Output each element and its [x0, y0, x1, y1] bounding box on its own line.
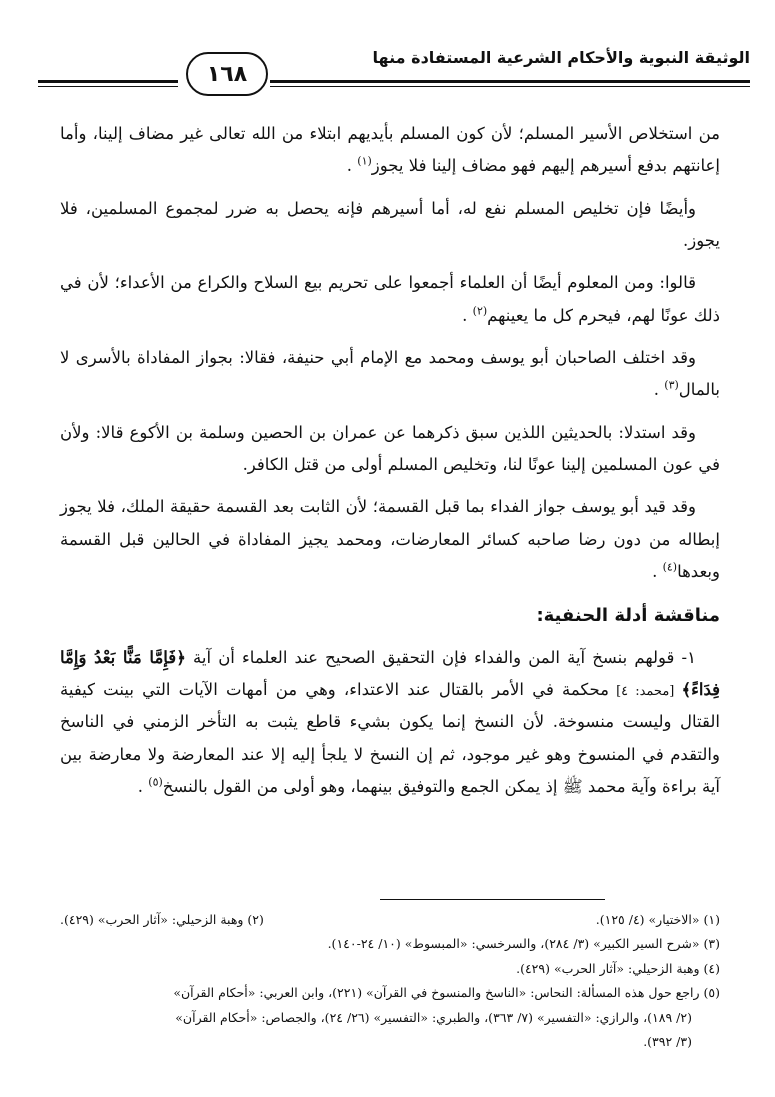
footnote-1: (١) «الاختيار» (٤/ ١٢٥).: [595, 912, 720, 927]
header-rule-left-thin: [38, 86, 178, 87]
paragraph-7: ١- قولهم بنسخ آية المن والفداء فإن التحقيق الصحيح عند العلماء أن آية ﴿فَإِمَّا مَنًّا بَعْدُ وَإِمَّا فِدَاءً﴾ [محمد: ٤] محكمة في الأمر بالقتال عند الاعتداء، وهي من أمهات الآيات التي بينت كيفية القتال وليست منسوخة. لأن النسخ إنما يكون بشيء قاطع يثبت به التأخر الزمني في الناسخ والتقدم في المنسوخ وهو غير موجود، ثم إن النسخ لا يلجأ إليه إلا عند المعارضة ولا معارضة بين آية براءة وآية محمد ﷺ إذ يمكن الجمع والتوفيق بينهما، وهو أولى من القول بالنسخ$^{(٥)}$ .: [60, 647, 720, 796]
footnote-ref-5[interactable]: (٥): [148, 775, 163, 789]
main-text: [60, 118, 720, 813]
footnote-separator: [380, 899, 605, 900]
footnote-5-cont-2: (٣/ ٣٩٢).: [643, 1033, 692, 1049]
header-rule-thin: [270, 86, 750, 87]
running-header-title: الوثيقة النبوية والأحكام الشرعية المستفادة منها: [372, 48, 750, 67]
verse-citation: [محمد: ٤]: [609, 683, 682, 699]
running-header: [38, 46, 750, 98]
section-heading: مناقشة أدلة الحنفية:: [536, 605, 720, 627]
footnote-ref-4[interactable]: (٤): [662, 560, 678, 574]
quran-verse: ﴿فَإِمَّا مَنًّا بَعْدُ وَإِمَّا فِدَاءً﴾: [60, 647, 720, 699]
header-rule-left-thick: [38, 80, 178, 83]
footnote-3: (٣) «شرح السير الكبير» (٣/ ٢٨٤)، والسرخسي: «المبسوط» (١٠/ ٢٤-١٤٠).: [327, 936, 720, 952]
footnote-ref-2[interactable]: (٢): [472, 304, 488, 318]
paragraph-2: وأيضًا فإن تخليص المسلم نفع له، أما أسيرهم فإنه يحصل به ضرر لمجموع المسلمين، فلا يجوز.: [60, 198, 720, 250]
footnote-ref-3[interactable]: (٣): [664, 378, 679, 392]
footnote-ref-1[interactable]: (١): [357, 154, 372, 168]
footnote-row: [60, 908, 720, 932]
footnote-5-cont: (٢/ ١٨٩)، والرازي: «التفسير» (٧/ ٣٦٣)، والطبري: «التفسير» (٢٦/ ٢٤)، والجصاص: «أحكام القرآن»: [175, 1009, 692, 1025]
paragraph-4: وقد اختلف الصاحبان أبو يوسف ومحمد مع الإمام أبي حنيفة، فقالا: بجواز المفاداة بالأسرى لا بالمال$^{(٣)}$ .: [60, 347, 720, 400]
header-rule-thick: [270, 80, 750, 83]
page-number: ١٦٨: [206, 61, 248, 87]
paragraph-5: وقد استدلا: بالحديثين اللذين سبق ذكرهما عن عمران بن الحصين وسلمة بن الأكوع قالا: ولأن في عون المسلمين إلينا عونًا لنا، وتخليص المسلم أولى من قتل الكافر.: [60, 422, 720, 474]
paragraph-6: وقد قيد أبو يوسف جواز الفداء بما قبل القسمة؛ لأن الثابت بعد القسمة حقيقة الملك، فلا يجوز إبطاله من دون رضا صاحبه كسائر المعارضات، ومحمد يجيز المفاداة في الحالين قبل القسمة وبعدها$^{(٤)}$ .: [60, 497, 720, 581]
footnote-2: (٢) وهبة الزحيلي: «آثار الحرب» (٤٢٩).: [60, 912, 264, 927]
footnotes: [60, 908, 720, 1054]
footnote-4: (٤) وهبة الزحيلي: «آثار الحرب» (٤٢٩).: [516, 960, 720, 976]
paragraph-1: من استخلاص الأسير المسلم؛ لأن كون المسلم بأيديهم ابتلاء من الله تعالى غير مضاف إلينا، وأما إعانتهم بدفع أسيرهم إليهم فهو مضاف إلينا فلا يجوز$^{(١)}$ .: [60, 124, 720, 176]
page-number-badge: [186, 52, 268, 96]
footnote-5: (٥) راجع حول هذه المسألة: النحاس: «الناسخ والمنسوخ في القرآن» (٢٢١)، وابن العربي: «أحكام القرآن»: [173, 985, 720, 1001]
paragraph-3: قالوا: ومن المعلوم أيضًا أن العلماء أجمعوا على تحريم بيع السلاح والكراع من الأعداء؛ لأن في ذلك عونًا لهم، فيحرم كل ما يعينهم$^{(٢)}$ .: [60, 273, 720, 325]
